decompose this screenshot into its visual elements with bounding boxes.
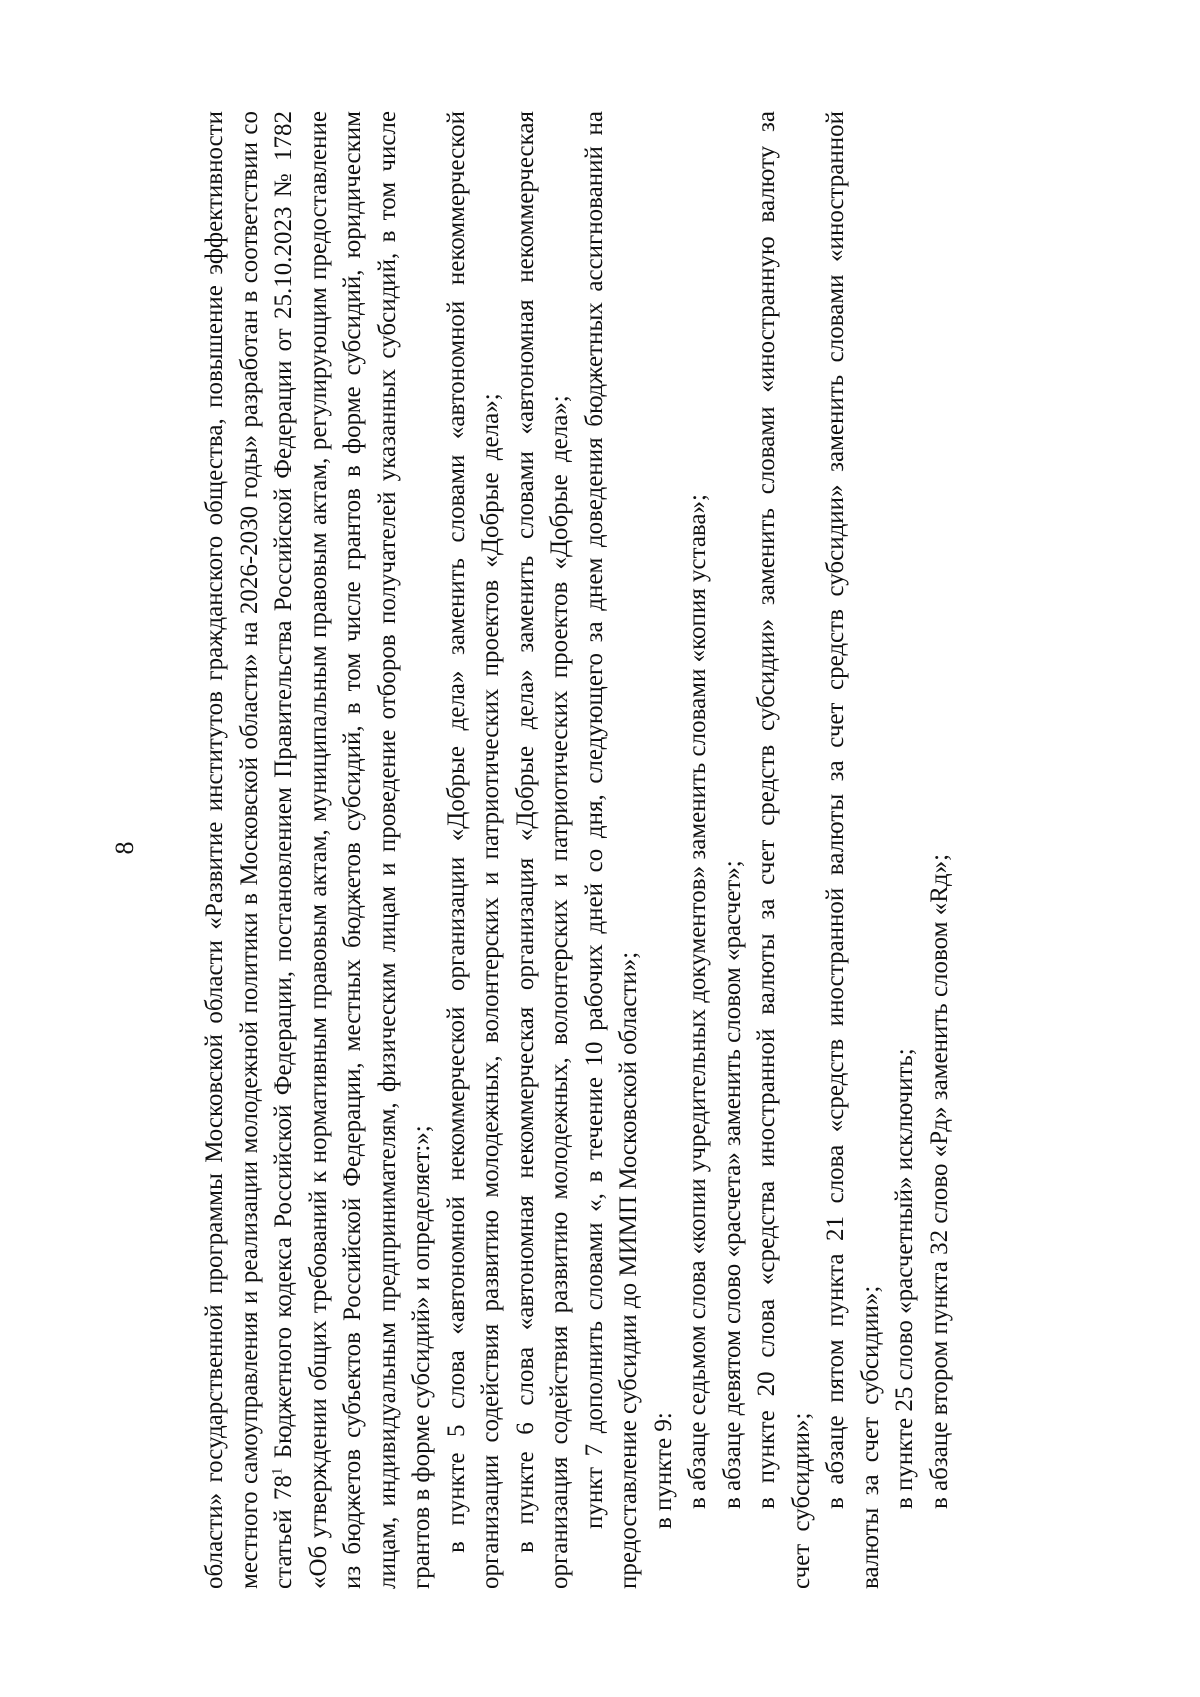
paragraph-6: в абзаце седьмом слова «копии учредительных документов» заменить словами «копия устава»;: [684, 494, 711, 1509]
paragraph-9: в абзаце пятом пункта 21 слова «средств иностранной валюты за счет средств субсидии» заменить словами «иностранной валюты за счет субсидии»;: [822, 111, 884, 1589]
paragraph-1-tail: Бюджетного кодекса Российской Федерации, постановлением Правительства Российской Федерации от 25.10.2023 № 1782 «Об утверждении общих требований к нормативным правовым актам, муниципальным правовым актам, регулирующим предоставление из бюджетов субъектов Российской Федерации, местных бюджетов субсидий, в том числе грантов в форме субсидий, юридическим лицам, индивидуальным предпринимателям, физическим лицам и проведение отборов получателей указанных субсидий, в том числе грантов в форме субсидий» и определяет:»;: [270, 111, 435, 1589]
paragraph-4: пункт 7 дополнить словами «, в течение 10 рабочих дней со дня, следующего за днем доведения бюджетных ассигнований на предоставление субсидии до МИМП Московской области»;: [580, 111, 642, 1589]
article-superscript: 1: [269, 1467, 286, 1476]
paragraph-5: в пункте 9:: [649, 1412, 677, 1529]
paragraph-8: в пункте 20 слова «средства иностранной валюты за счет средств субсидии» заменить словами «иностранную валюту за счет субсидии»;: [753, 111, 815, 1589]
document-body: [198, 111, 957, 1589]
paragraph-3: в пункте 6 слова «автономная некоммерческая организация «Добрые дела» заменить словами «автономная некоммерческая организация содействия развитию молодежных, волонтерских и патриотических проектов «Добрые дела»;: [511, 111, 573, 1589]
paragraph-7: в абзаце девятом слово «расчета» заменить словом «расчет»;: [718, 860, 746, 1509]
paragraph-1-text: области» государственной программы Московской области «Развитие институтов гражданского общества, повышение эффективности местного самоуправления и реализации молодежной политики в Московской области» на 2026-2030 годы» разработан в соответствии со статьей 78: [201, 111, 297, 1589]
paragraph-1: [198, 111, 440, 1589]
paragraph-10: в пункте 25 слово «расчетный» исключить;: [891, 1048, 918, 1509]
paragraph-2: в пункте 5 слова «автономной некоммерческой организации «Добрые дела» заменить словами «автономной некоммерческой организации содействия развитию молодежных, волонтерских и патриотических проектов «Добрые дела»;: [442, 111, 504, 1589]
rotated-page-content: [110, 93, 1090, 1603]
page-number: 8: [110, 841, 139, 855]
paragraph-11: в абзаце втором пункта 32 слово «Рд» заменить словом «Rд»;: [925, 853, 953, 1509]
